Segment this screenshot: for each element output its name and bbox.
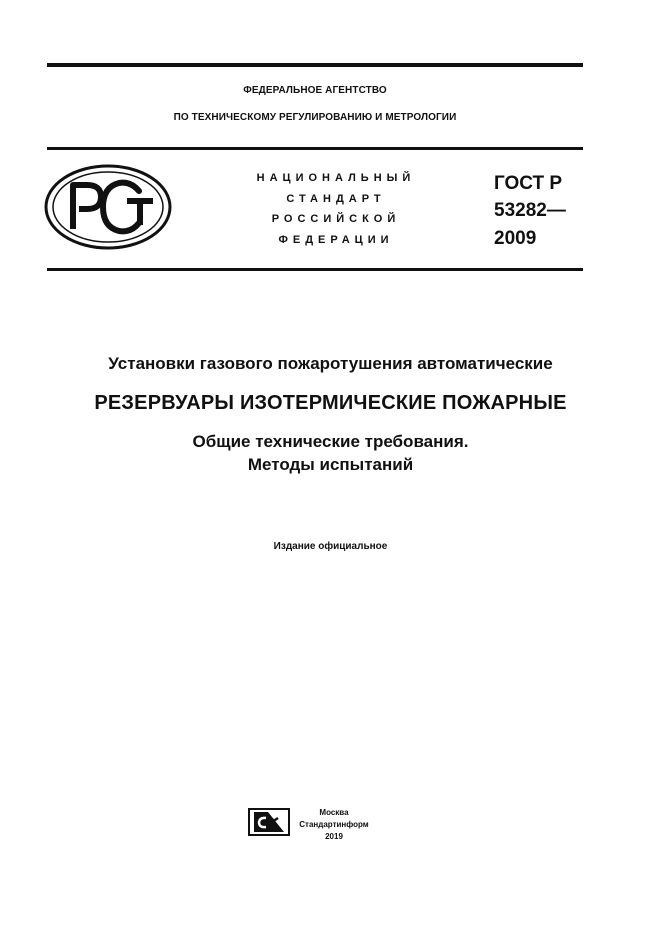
gost-designation-line-1: ГОСТ Р — [494, 173, 563, 194]
publisher-year: 2019 — [325, 832, 343, 841]
rst-logo-icon — [43, 163, 173, 251]
national-line-2: СТАНДАРТ — [286, 193, 386, 205]
title-line-1: Установки газового пожаротушения автоматические — [108, 354, 553, 373]
publisher-city: Москва — [319, 808, 349, 817]
top-rule — [47, 63, 583, 67]
title-line-3: Общие технические требования. — [192, 432, 469, 451]
title-line-2: РЕЗЕРВУАРЫ ИЗОТЕРМИЧЕСКИЕ ПОЖАРНЫЕ — [94, 392, 567, 414]
gost-designation-line-3: 2009 — [494, 228, 537, 249]
middle-rule — [47, 147, 583, 150]
agency-line-2: ПО ТЕХНИЧЕСКОМУ РЕГУЛИРОВАНИЮ И МЕТРОЛОГИИ — [173, 112, 457, 123]
publisher-name: Стандартинформ — [299, 820, 369, 829]
national-line-3: РОССИЙСКОЙ — [271, 213, 401, 225]
edition-label: Издание официальное — [273, 541, 388, 552]
bottom-rule — [47, 268, 583, 271]
national-line-1: НАЦИОНАЛЬНЫЙ — [256, 172, 416, 184]
title-line-4: Методы испытаний — [247, 455, 414, 474]
national-line-4: ФЕДЕРАЦИИ — [278, 234, 394, 246]
gost-designation-line-2: 53282— — [494, 200, 566, 221]
agency-line-1: ФЕДЕРАЛЬНОЕ АГЕНТСТВО — [243, 85, 387, 96]
publisher-logo-icon — [248, 808, 290, 836]
